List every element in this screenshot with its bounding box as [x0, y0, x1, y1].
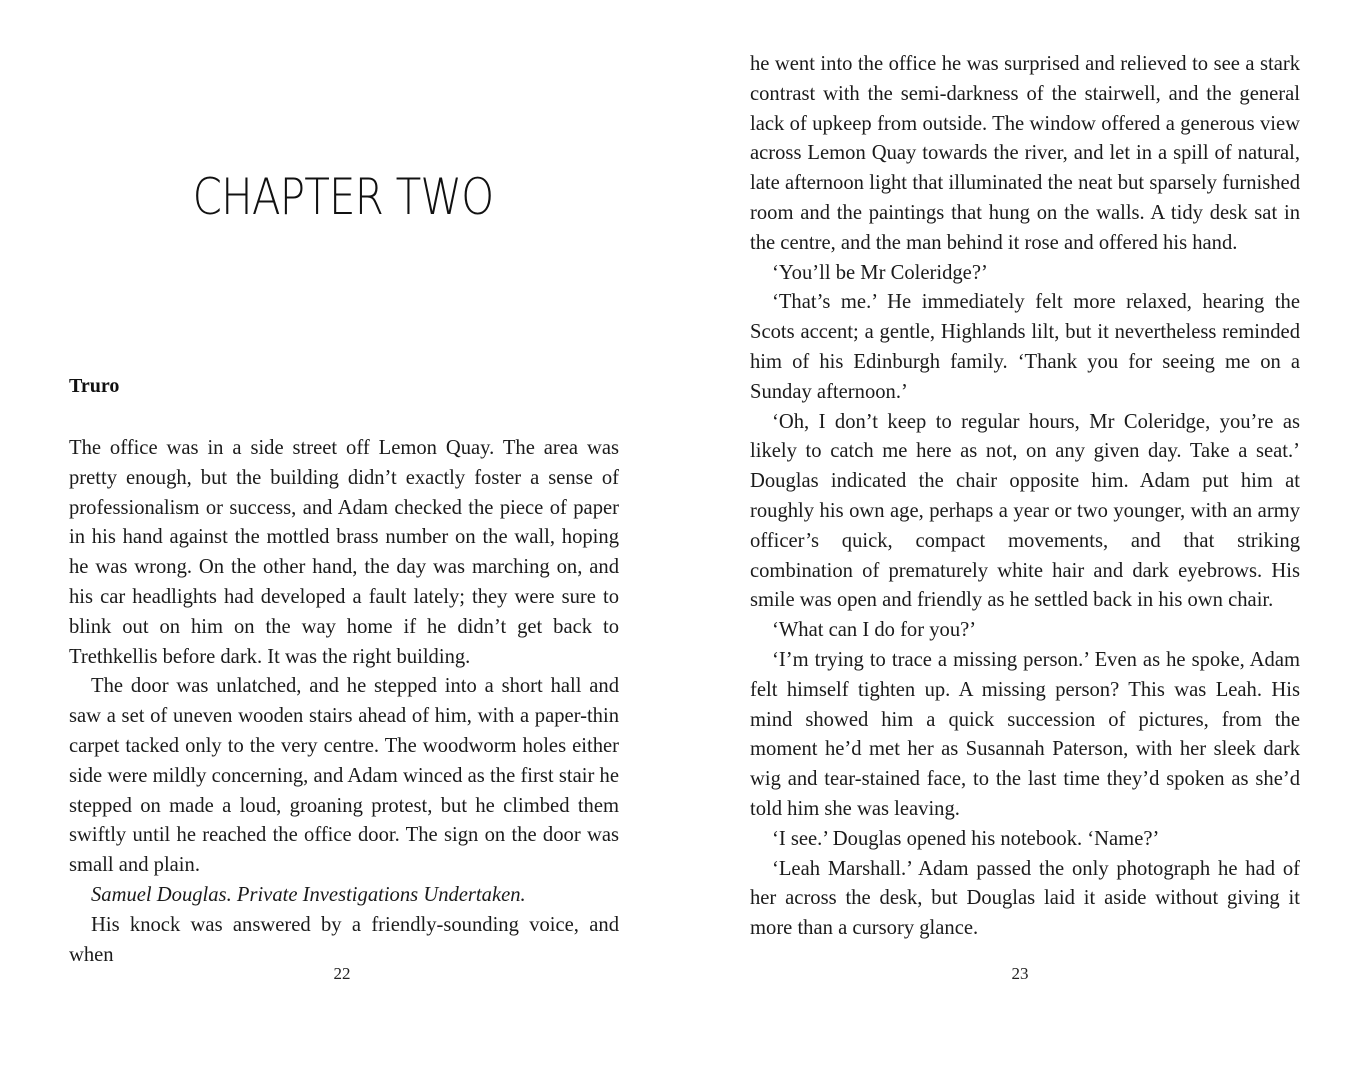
- chapter-title: CHAPTER TWO: [192, 168, 494, 226]
- paragraph: ‘What can I do for you?’: [772, 619, 977, 642]
- section-heading: Truro: [69, 375, 120, 397]
- paragraph: The door was unlatched, and he stepped into a short hall and saw a set of uneven wooden stairs ahead of him, with a paper-thin carpet tacked only to the very centre. The woodworm holes either side were mildly concerning, and Adam winced as the first stair he stepped on made a loud, groaning protest, but he climbed them swiftly until he reached the office door. The sign on the door was small and plain.: [69, 675, 619, 877]
- paragraph: ‘Oh, I don’t keep to regular hours, Mr Coleridge, you’re as likely to catch me here as not, on any given day. Take a seat.’ Douglas indicated the chair opposite him. Adam put him at roughly his own age, perhaps a year or two younger, with an army officer’s quick, compact movements, and that striking combination of prematurely white hair and dark eyebrows. His smile was open and friendly as he settled back in his own chair.: [750, 410, 1300, 612]
- page-number: 23: [1011, 964, 1029, 983]
- paragraph: His knock was answered by a friendly-sounding voice, and when: [69, 913, 619, 966]
- paragraph: he went into the office he was surprised and relieved to see a stark contrast with the semi-darkness of the stairwell, and the general lack of upkeep from outside. The window offered a generous view across Lemon Quay towards the river, and let in a spill of natural, late afternoon light that illuminated the neat but sparsely furnished room and the paintings that hung on the walls. A tidy desk sat in the centre, and the man behind it rose and offered his hand.: [750, 53, 1300, 254]
- paragraph: ‘I see.’ Douglas opened his notebook. ‘Name?’: [772, 827, 1160, 850]
- paragraph: ‘You’ll be Mr Coleridge?’: [772, 261, 988, 284]
- paragraph: ‘I’m trying to trace a missing person.’ Even as he spoke, Adam felt himself tighten up. A missing person? This was Leah. His mind showed him a quick succession of pictures, from the moment he’d met her as Susannah Paterson, with her sleek dark wig and tear-stained face, to the last time they’d spoken as she’d told him she was leaving.: [750, 648, 1300, 820]
- page-number: 22: [333, 964, 351, 983]
- paragraph: ‘That’s me.’ He immediately felt more relaxed, hearing the Scots accent; a gentle, Highlands lilt, but it nevertheless reminded him of his Edinburgh family. ‘Thank you for seeing me on a Sunday afternoon.’: [750, 291, 1300, 403]
- office-sign-text: Samuel Douglas. Private Investigations Undertaken.: [91, 883, 526, 906]
- paragraph: ‘Leah Marshall.’ Adam passed the only photograph he had of her across the desk, but Douglas laid it aside without giving it more than a cursory glance.: [750, 857, 1300, 940]
- right-page-body: [750, 50, 1300, 944]
- paragraph: The office was in a side street off Lemon Quay. The area was pretty enough, but the building didn’t exactly foster a sense of professionalism or success, and Adam checked the piece of paper in his hand against the mottled brass number on the wall, hoping he was wrong. On the other hand, the day was marching on, and his car headlights had developed a fault lately; they were sure to blink out on him on the way home if he didn’t get back to Trethkellis before dark. It was the right building.: [69, 437, 619, 668]
- left-page-body: [69, 434, 619, 970]
- left-page: [0, 0, 684, 1080]
- right-page: [684, 0, 1369, 1080]
